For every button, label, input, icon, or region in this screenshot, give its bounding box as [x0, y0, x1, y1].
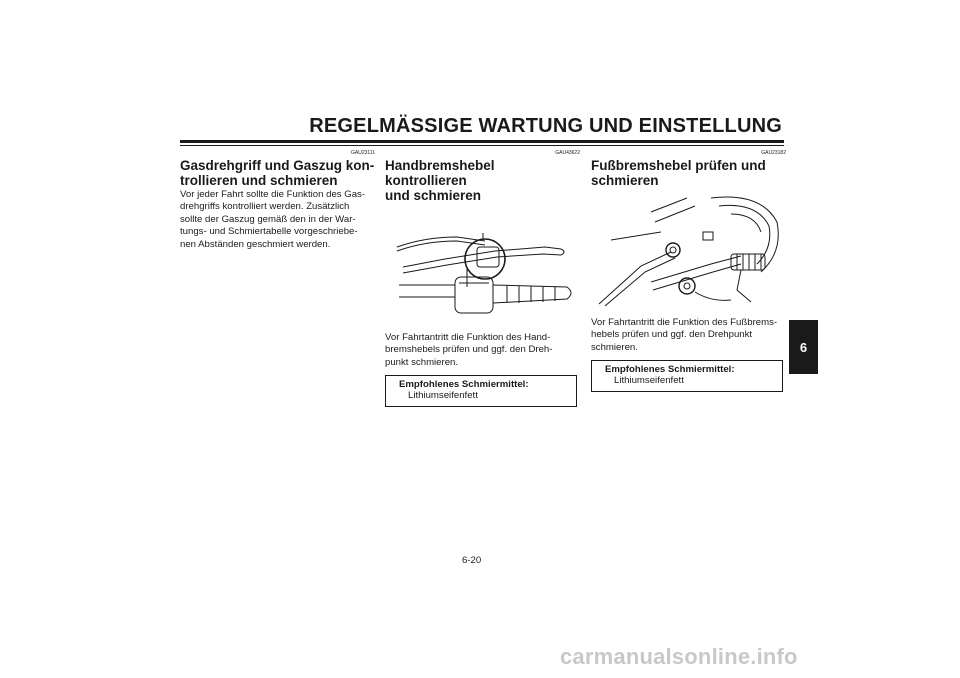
section-heading	[591, 158, 786, 188]
body-line: punkt schmieren.	[385, 356, 459, 368]
lubricant-box	[385, 375, 577, 407]
brake-lever-illustration-icon	[385, 207, 580, 327]
lubricant-value: Lithiumseifenfett	[614, 375, 684, 387]
section-heading	[385, 158, 580, 203]
chapter-tab: 6	[789, 320, 818, 374]
body-line: bremshebels prüfen und ggf. den Dreh-	[385, 344, 553, 356]
lubricant-value: Lithiumseifenfett	[408, 390, 478, 402]
body-line: schmieren.	[591, 341, 638, 353]
section-throttle	[180, 150, 375, 251]
heading-line: Gasdrehgriff und Gaszug kon-	[180, 158, 375, 173]
section-code: GAU43622	[555, 150, 580, 156]
body-line: nen Abständen geschmiert werden.	[180, 238, 331, 250]
section-foot-brake	[591, 150, 786, 392]
foot-brake-lever-illustration-icon	[591, 192, 786, 312]
lubricant-label: Empfohlenes Schmiermittel:	[399, 379, 529, 391]
page-number: 6-20	[462, 555, 482, 566]
body-line: Vor Fahrtantritt die Funktion des Hand-	[385, 332, 551, 343]
heading-line: Handbremshebel kontrollieren	[385, 158, 495, 188]
body-line: Vor jeder Fahrt sollte die Funktion des Gas-	[180, 189, 366, 200]
section-hand-brake	[385, 150, 580, 407]
body-line: hebels prüfen und ggf. den Drehpunkt	[591, 329, 753, 341]
header-rule	[180, 140, 784, 143]
heading-line: trollieren und schmieren	[180, 173, 338, 188]
section-code: GAU23111	[351, 150, 375, 156]
body-line: sollte der Gaszug gemäß den in der War-	[180, 213, 356, 225]
section-heading	[180, 158, 375, 188]
page-header-title: REGELMÄSSIGE WARTUNG UND EINSTELLUNG	[309, 115, 782, 137]
section-body	[180, 189, 375, 251]
lubricant-box	[591, 360, 783, 392]
header-rule-thin	[180, 145, 784, 146]
heading-line: und schmieren	[385, 188, 482, 203]
body-line: Vor Fahrtantritt die Funktion des Fußbrems-	[591, 317, 778, 328]
section-body	[385, 332, 580, 369]
watermark: carmanualsonline.info	[560, 644, 798, 669]
body-line: tungs- und Schmiertabelle vorgeschriebe-	[180, 226, 358, 238]
body-line: drehgriffs kontrolliert werden. Zusätzlich	[180, 201, 350, 213]
section-code: GAU23182	[761, 150, 786, 156]
heading-line: schmieren	[591, 173, 659, 188]
section-body	[591, 317, 786, 354]
heading-line: Fußbremshebel prüfen und	[591, 158, 766, 173]
lubricant-label: Empfohlenes Schmiermittel:	[605, 364, 735, 376]
